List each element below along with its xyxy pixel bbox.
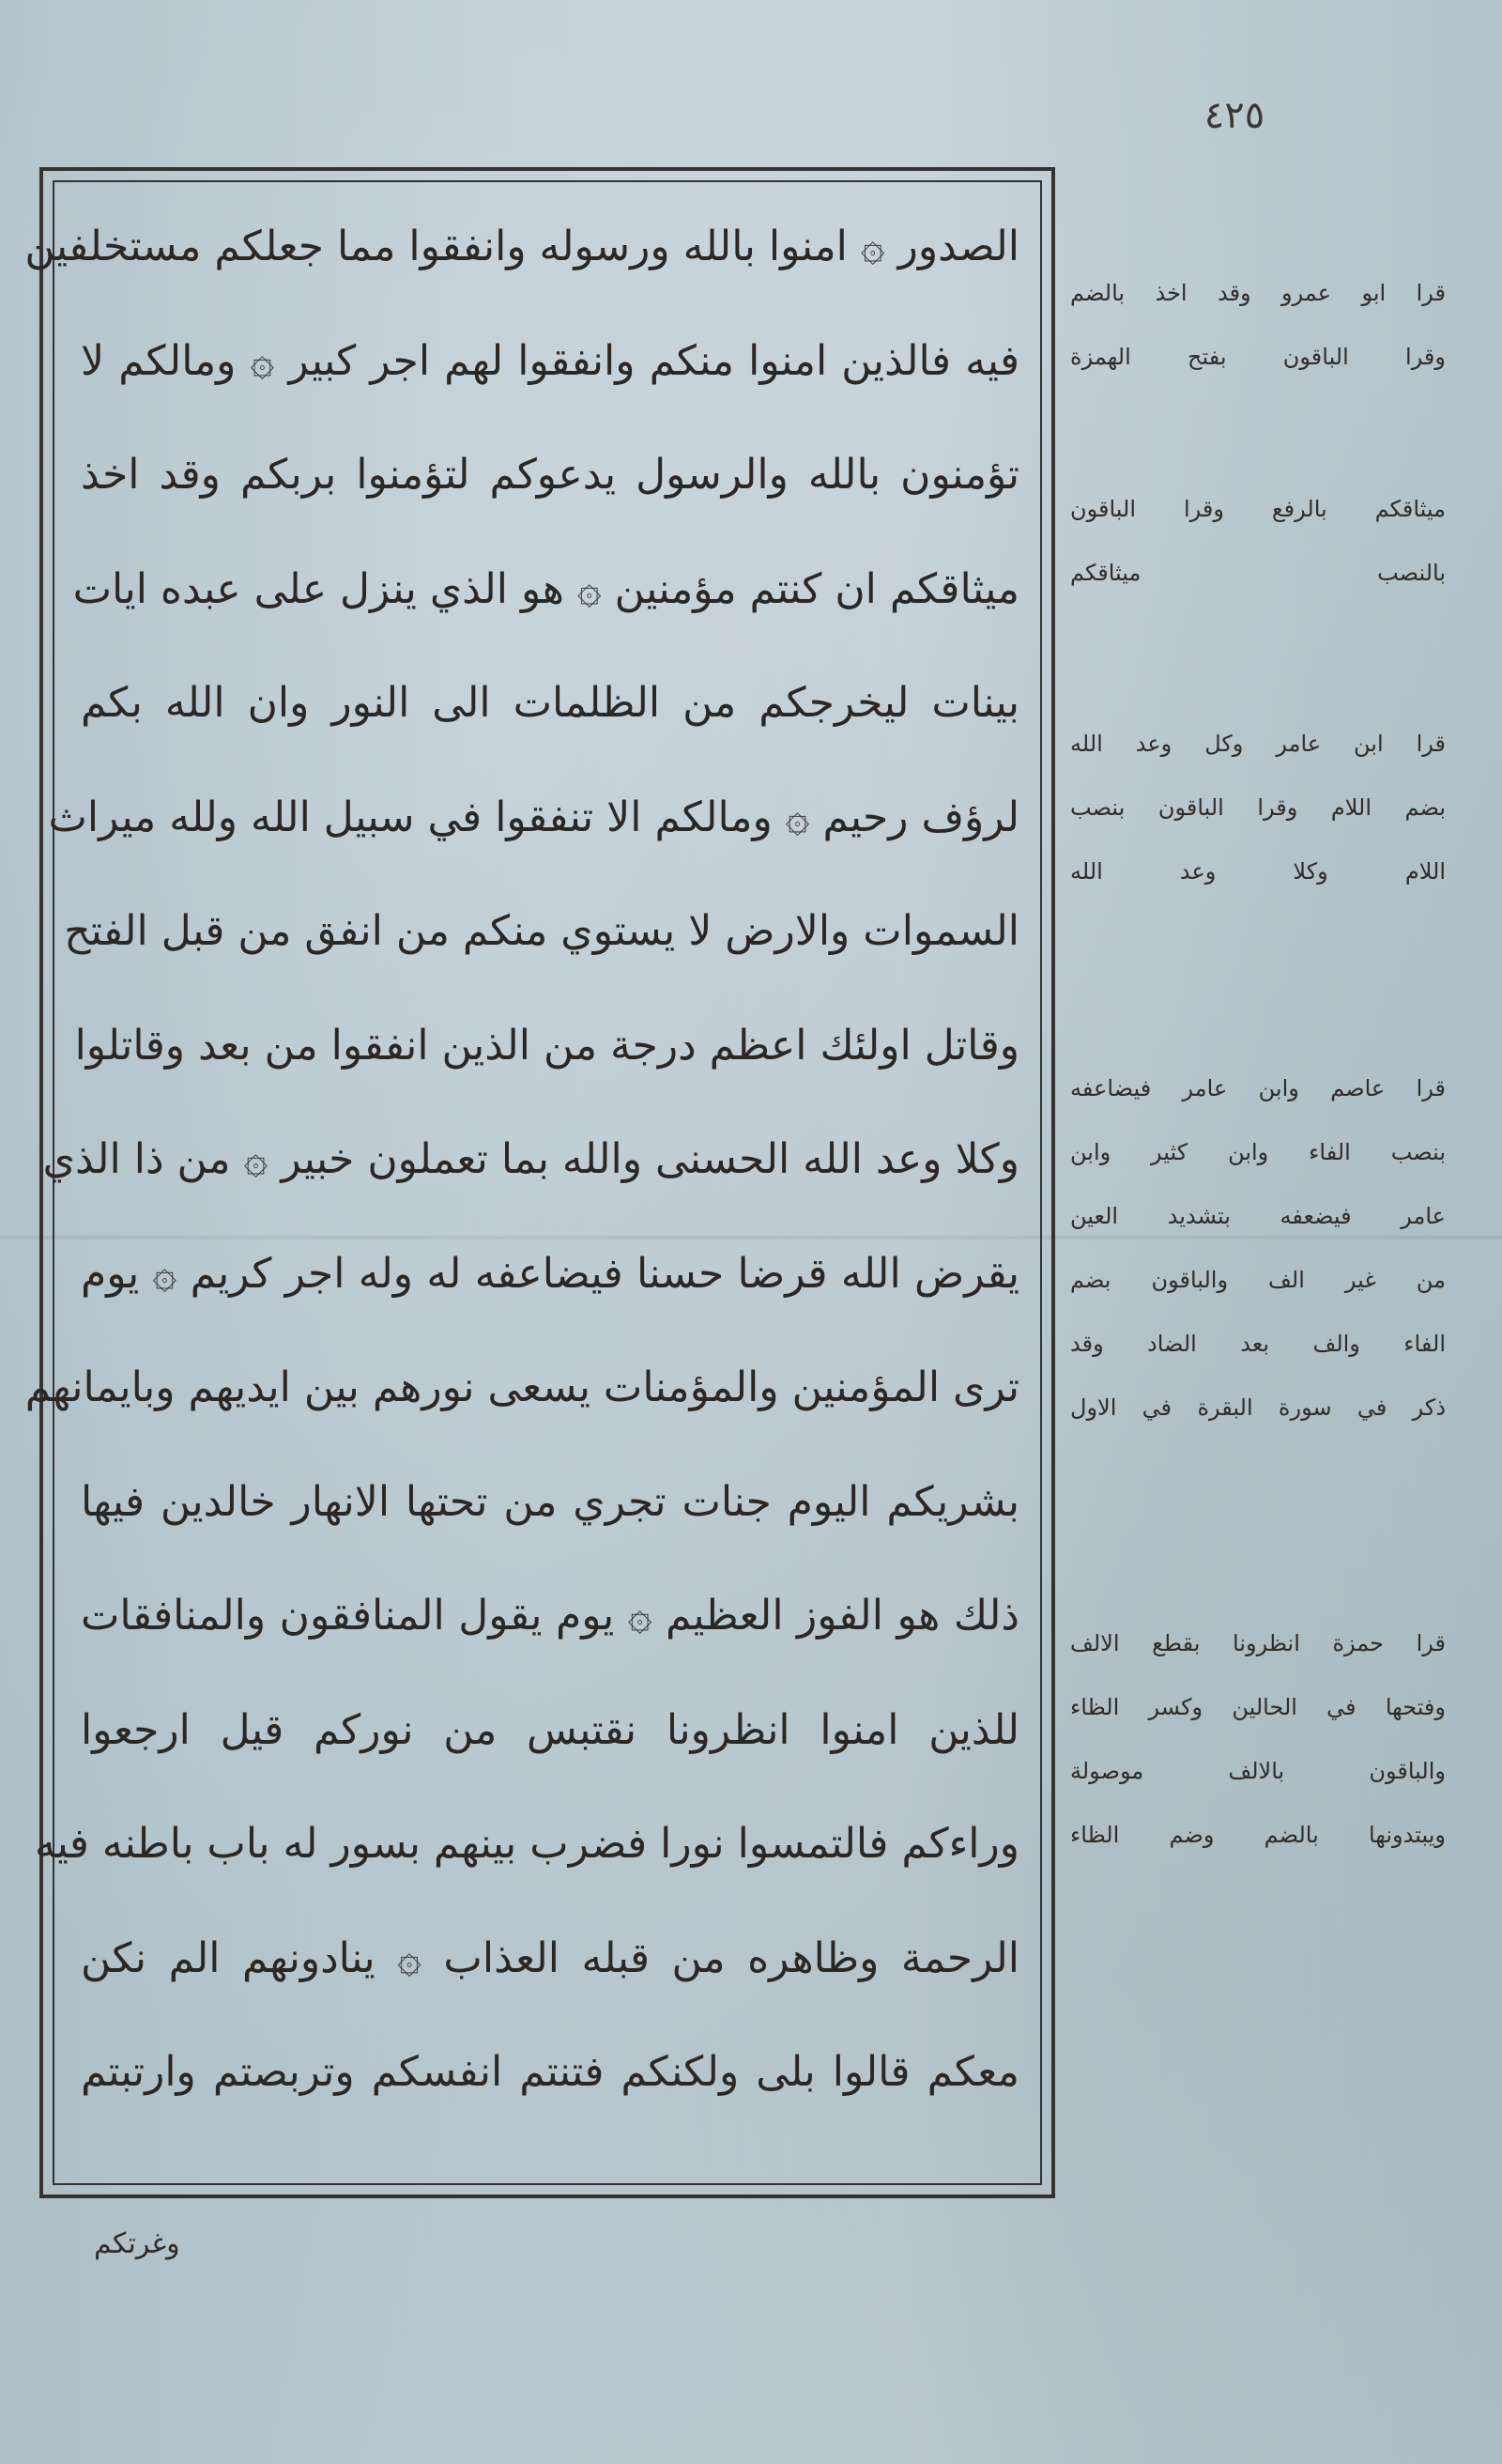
- margin-note-line: قرا عاصم وابن عامر فيضاعفه: [1070, 1075, 1446, 1101]
- margin-note-line: بضم اللام وقرا الباقون بنصب: [1070, 794, 1446, 821]
- text-line: للذين امنوا انظرونا نقتبس من نوركم قيل ارجعوا: [81, 1705, 1019, 1754]
- text-line: بشريكم اليوم جنات تجري من تحتها الانهار خالدين فيها: [81, 1477, 1019, 1526]
- margin-note-line: قرا حمزة انظرونا بقطع الالف: [1070, 1630, 1446, 1656]
- text-line: وقاتل اولئك اعظم درجة من الذين انفقوا من بعد وقاتلوا: [74, 1021, 1019, 1070]
- margin-note: [1070, 712, 1446, 903]
- text-line: فيه فالذين امنوا منكم وانفقوا لهم اجر كبير ۞ ومالكم لا: [81, 336, 1019, 385]
- text-line: وكلا وعد الله الحسنى والله بما تعملون خبير ۞ من ذا الذي: [42, 1135, 1019, 1183]
- text-line: ترى المؤمنين والمؤمنات يسعى نورهم بين ايديهم وبايمانهم: [24, 1363, 1019, 1411]
- margin-note-line: وقرا الباقون بفتح الهمزة: [1070, 344, 1446, 370]
- margin-note: [1070, 261, 1446, 389]
- margin-note-line: بالنصب ميثاقكم: [1070, 560, 1446, 586]
- margin-note-line: ويبتدونها بالضم وضم الظاء: [1070, 1822, 1446, 1848]
- text-line: الرحمة وظاهره من قبله العذاب ۞ ينادونهم الم نكن: [81, 1933, 1019, 1982]
- margin-note-line: قرا ابو عمرو وقد اخذ بالضم: [1070, 280, 1446, 306]
- text-line: يقرض الله قرضا حسنا فيضاعفه له وله اجر كريم ۞ يوم: [81, 1249, 1019, 1298]
- margin-note-line: ميثاقكم بالرفع وقرا الباقون: [1070, 496, 1446, 522]
- margin-note-line: بنصب الفاء وابن كثير وابن: [1070, 1139, 1446, 1165]
- margin-note-line: الفاء والف بعد الضاد وقد: [1070, 1331, 1446, 1357]
- text-line: ميثاقكم ان كنتم مؤمنين ۞ هو الذي ينزل على عبده ايات: [72, 564, 1019, 613]
- main-text-frame: [24, 167, 1055, 2198]
- text-line: وراءكم فالتمسوا نورا فضرب بينهم بسور له باب باطنه فيه: [35, 1820, 1019, 1868]
- margin-note-line: اللام وكلا وعد الله: [1070, 858, 1446, 885]
- margin-note: [1070, 1056, 1446, 1440]
- margin-note-line: من غير الف والباقون بضم: [1070, 1267, 1446, 1293]
- text-line: بينات ليخرجكم من الظلمات الى النور وان الله بكم: [81, 679, 1019, 727]
- margin-note-line: عامر فيضعفه بتشديد العين: [1070, 1203, 1446, 1229]
- margin-note-line: وفتحها في الحالين وكسر الظاء: [1070, 1694, 1446, 1720]
- text-line: الصدور ۞ امنوا بالله ورسوله وانفقوا مما جعلكم مستخلفين: [24, 223, 1019, 270]
- page-number: ٤٢٥: [1203, 94, 1265, 137]
- margin-note: [1070, 1611, 1446, 1867]
- margin-note-line: قرا ابن عامر وكل وعد الله: [1070, 731, 1446, 757]
- text-line: تؤمنون بالله والرسول يدعوكم لتؤمنوا بربكم وقد اخذ: [81, 451, 1019, 499]
- catchword: وغرتكم: [94, 2227, 180, 2260]
- text-line: السموات والارض لا يستوي منكم من انفق من قبل الفتح: [64, 907, 1019, 955]
- text-line: لرؤف رحيم ۞ ومالكم الا تنفقوا في سبيل الله ولله ميراث: [48, 793, 1019, 841]
- margin-note: [1070, 477, 1446, 605]
- text-line: معكم قالوا بلى ولكنكم فتنتم انفسكم وتربصتم وارتبتم: [81, 2048, 1019, 2096]
- text-line: ذلك هو الفوز العظيم ۞ يوم يقول المنافقون والمنافقات: [81, 1592, 1019, 1640]
- main-text-block: [24, 190, 1019, 2130]
- margin-note-line: والباقون بالالف موصولة: [1070, 1758, 1446, 1784]
- margin-note-line: ذكر في سورة البقرة في الاول: [1070, 1394, 1446, 1421]
